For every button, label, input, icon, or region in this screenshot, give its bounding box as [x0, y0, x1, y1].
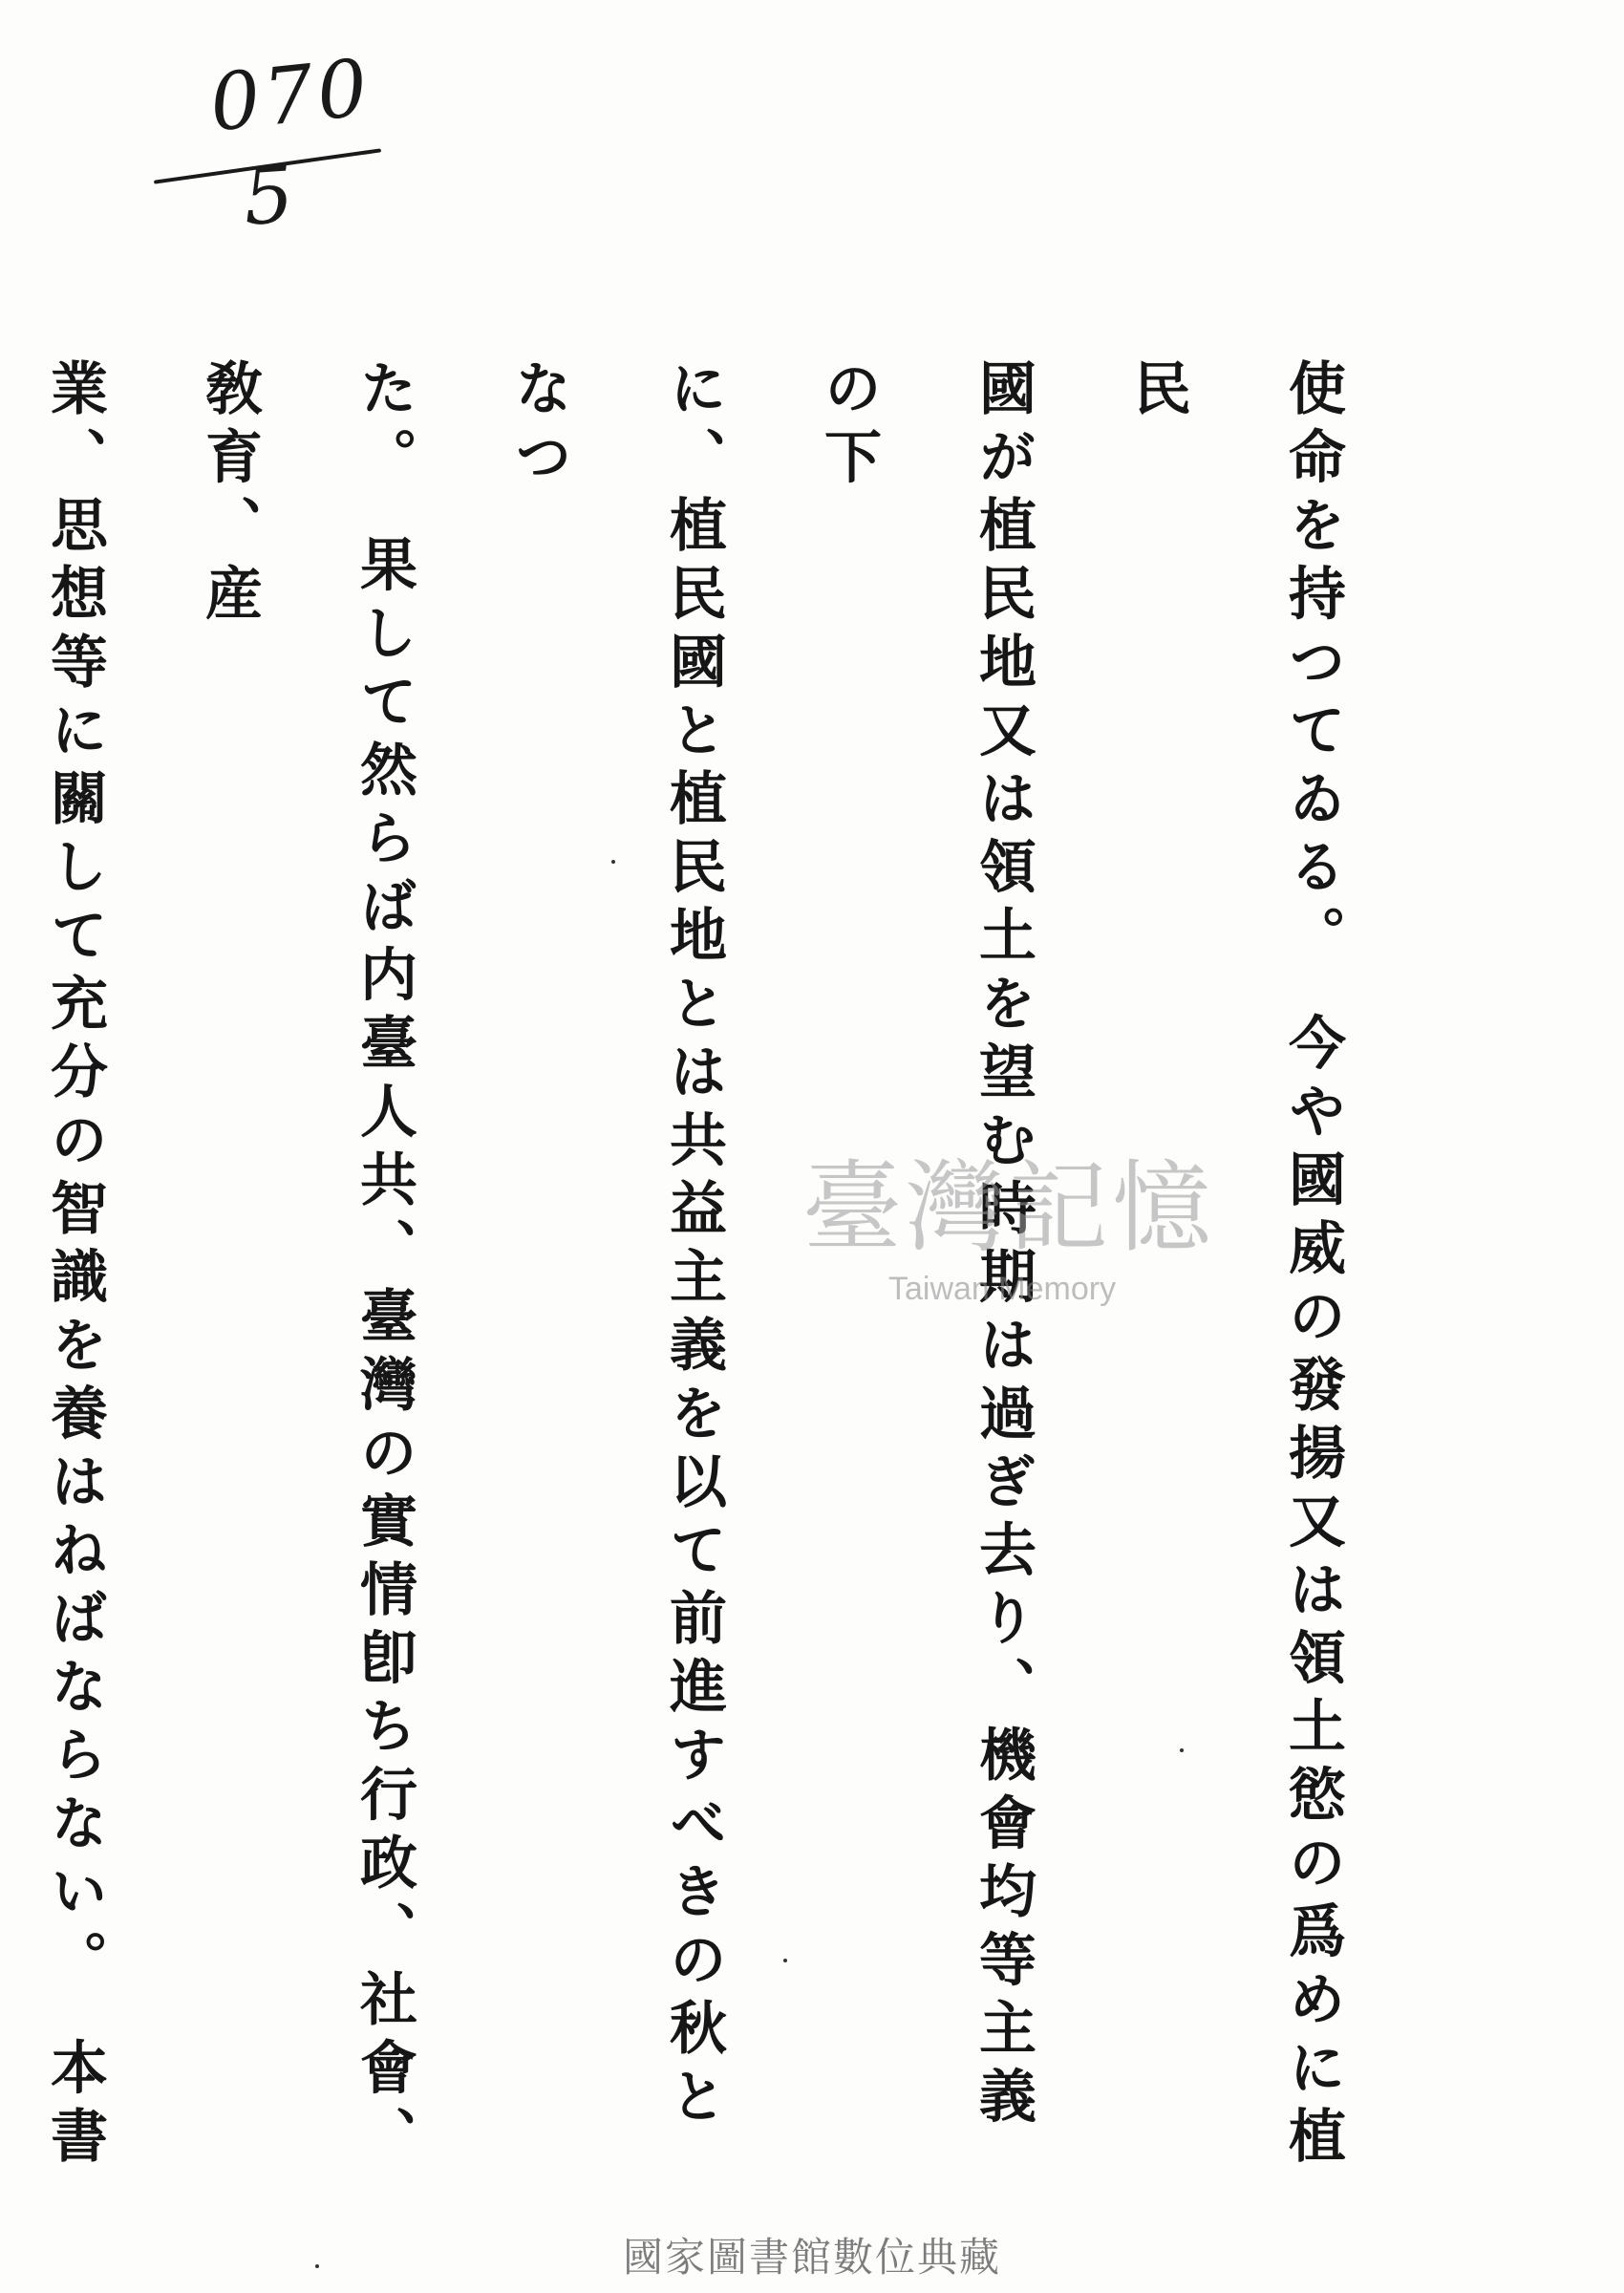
- text-column-1: 使命を持つてゐる。 今や國威の發揚又は領土慾の爲めに植民: [1124, 358, 1346, 2175]
- taiwan-memory-watermark: [802, 1127, 1299, 1318]
- text-column-4: た。 果して然らば内臺人共、臺灣の實情卽ち行政、社會、敎育、産: [196, 358, 417, 2175]
- handwritten-catalog-number: [153, 42, 401, 248]
- scan-speck: [1180, 1748, 1184, 1752]
- catalog-number-top: 070: [205, 42, 375, 150]
- library-footer-label: 國家圖書館數位典藏: [622, 2234, 1001, 2281]
- watermark-subtitle: Taiwan Memory: [888, 1271, 1117, 1307]
- text-column-3: に、植民國と植民地とは共益主義を以て前進すべきの秋となつ: [505, 358, 727, 2134]
- text-column-5: 業、思想等に關して充分の智識を養はねばならない。 本書: [41, 358, 108, 2175]
- text-column-2: 國が植民地又は領土を望む時期は過ぎ去り、機會均等主義の下: [815, 358, 1036, 2134]
- watermark-title: 臺灣記憶: [802, 1149, 1216, 1266]
- catalog-number-bottom: 5: [240, 149, 301, 244]
- scan-speck: [611, 860, 615, 864]
- scan-speck: [783, 1959, 787, 1962]
